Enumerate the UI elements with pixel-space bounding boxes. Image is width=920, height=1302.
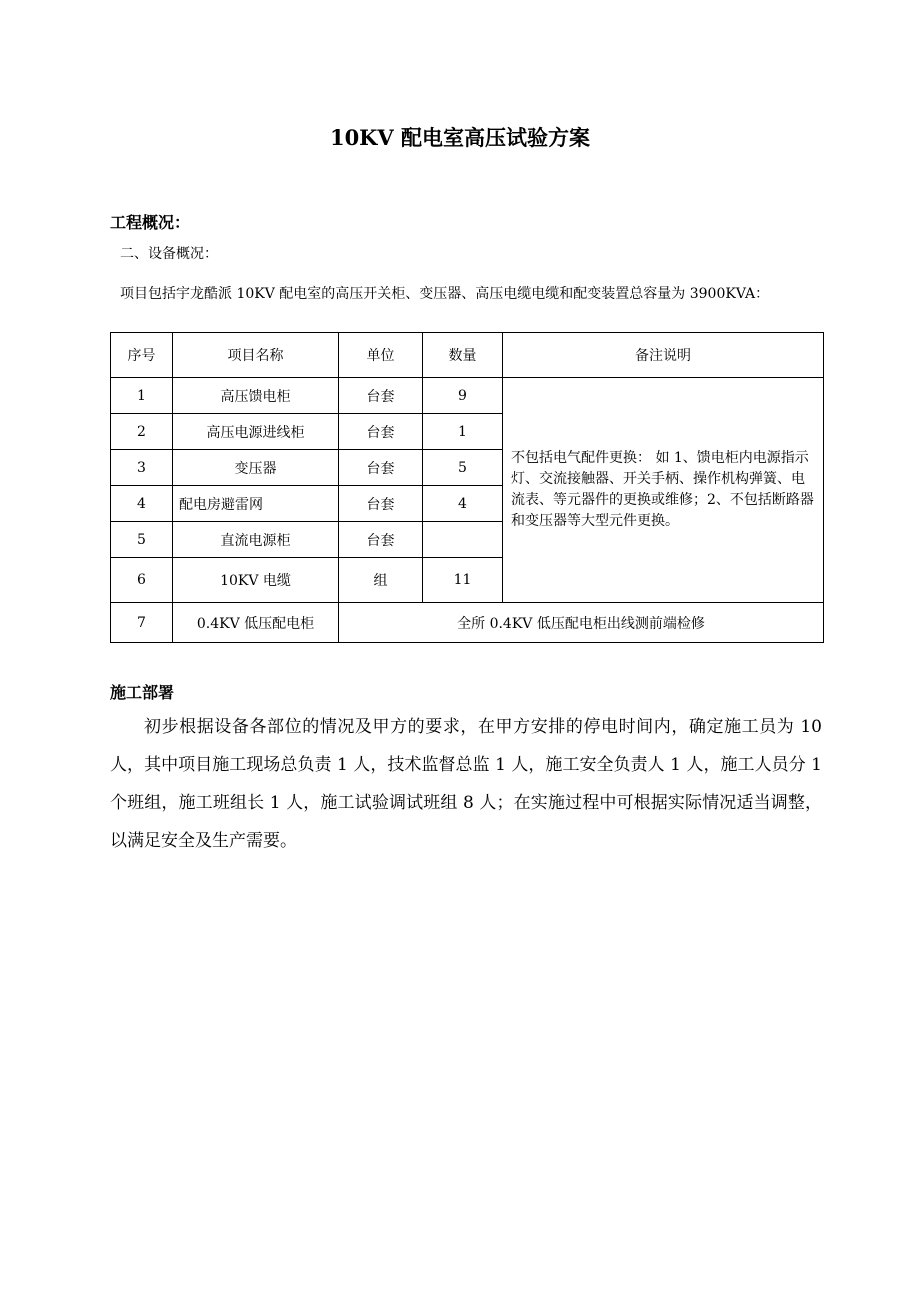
cell-name: 高压电源进线柜 bbox=[173, 414, 339, 450]
cell-unit: 台套 bbox=[339, 450, 423, 486]
intro-text: 项目包括宇龙酷派 10KV 配电室的高压开关柜、变压器、高压电缆电缆和配变装置总容量为 3900KVA： bbox=[120, 286, 770, 302]
construction-heading: 施工部署 bbox=[110, 683, 175, 702]
cell-qty: 5 bbox=[423, 450, 503, 486]
header-qty: 数量 bbox=[423, 333, 503, 378]
cell-no: 5 bbox=[111, 522, 173, 558]
cell-unit: 台套 bbox=[339, 378, 423, 414]
construction-paragraph: 初步根据设备各部位的情况及甲方的要求，在甲方安排的停电时间内，确定施工员为 10 人，其中项目施工现场总负责 1 人，技术监督总监 1 人，施工安全负责人 1 人，施工人员分 1 个班组，施工班组长 1 人，施工试验调试班组 8 人；在实施过程中可根据实际情况适当调整，以满足安全及生产需要。 bbox=[110, 717, 822, 851]
cell-name: 变压器 bbox=[173, 450, 339, 486]
overview-heading: 工程概况： bbox=[110, 213, 191, 232]
cell-name: 配电房避雷网 bbox=[173, 486, 339, 522]
table-row bbox=[111, 603, 824, 643]
cell-unit: 台套 bbox=[339, 522, 423, 558]
cell-no: 7 bbox=[111, 603, 173, 643]
table-header-row bbox=[111, 333, 824, 378]
document-title: 10KV 配电室高压试验方案 bbox=[329, 125, 591, 150]
cell-qty: 1 bbox=[423, 414, 503, 450]
equipment-table bbox=[110, 332, 824, 643]
cell-note: 全所 0.4KV 低压配电柜出线测前端检修 bbox=[339, 603, 824, 643]
cell-unit: 台套 bbox=[339, 486, 423, 522]
header-unit: 单位 bbox=[339, 333, 423, 378]
table-row bbox=[111, 378, 824, 414]
cell-qty: 11 bbox=[423, 558, 503, 603]
header-no: 序号 bbox=[111, 333, 173, 378]
cell-remark: 不包括电气配件更换： 如 1、馈电柜内电源指示灯、交流接触器、开关手柄、操作机构弹簧、电流表、等元器件的更换或维修；2、不包括断路器和变压器等大型元件更换。 bbox=[503, 378, 824, 603]
header-remark: 备注说明 bbox=[503, 333, 824, 378]
cell-name: 0.4KV 低压配电柜 bbox=[173, 603, 339, 643]
cell-unit: 台套 bbox=[339, 414, 423, 450]
cell-qty bbox=[423, 522, 503, 558]
equipment-heading: 二、设备概况： bbox=[120, 246, 218, 262]
cell-name: 10KV 电缆 bbox=[173, 558, 339, 603]
cell-no: 6 bbox=[111, 558, 173, 603]
cell-no: 3 bbox=[111, 450, 173, 486]
cell-no: 2 bbox=[111, 414, 173, 450]
cell-qty: 9 bbox=[423, 378, 503, 414]
cell-no: 1 bbox=[111, 378, 173, 414]
cell-no: 4 bbox=[111, 486, 173, 522]
cell-qty: 4 bbox=[423, 486, 503, 522]
cell-unit: 组 bbox=[339, 558, 423, 603]
cell-name: 直流电源柜 bbox=[173, 522, 339, 558]
header-name: 项目名称 bbox=[173, 333, 339, 378]
cell-name: 高压馈电柜 bbox=[173, 378, 339, 414]
